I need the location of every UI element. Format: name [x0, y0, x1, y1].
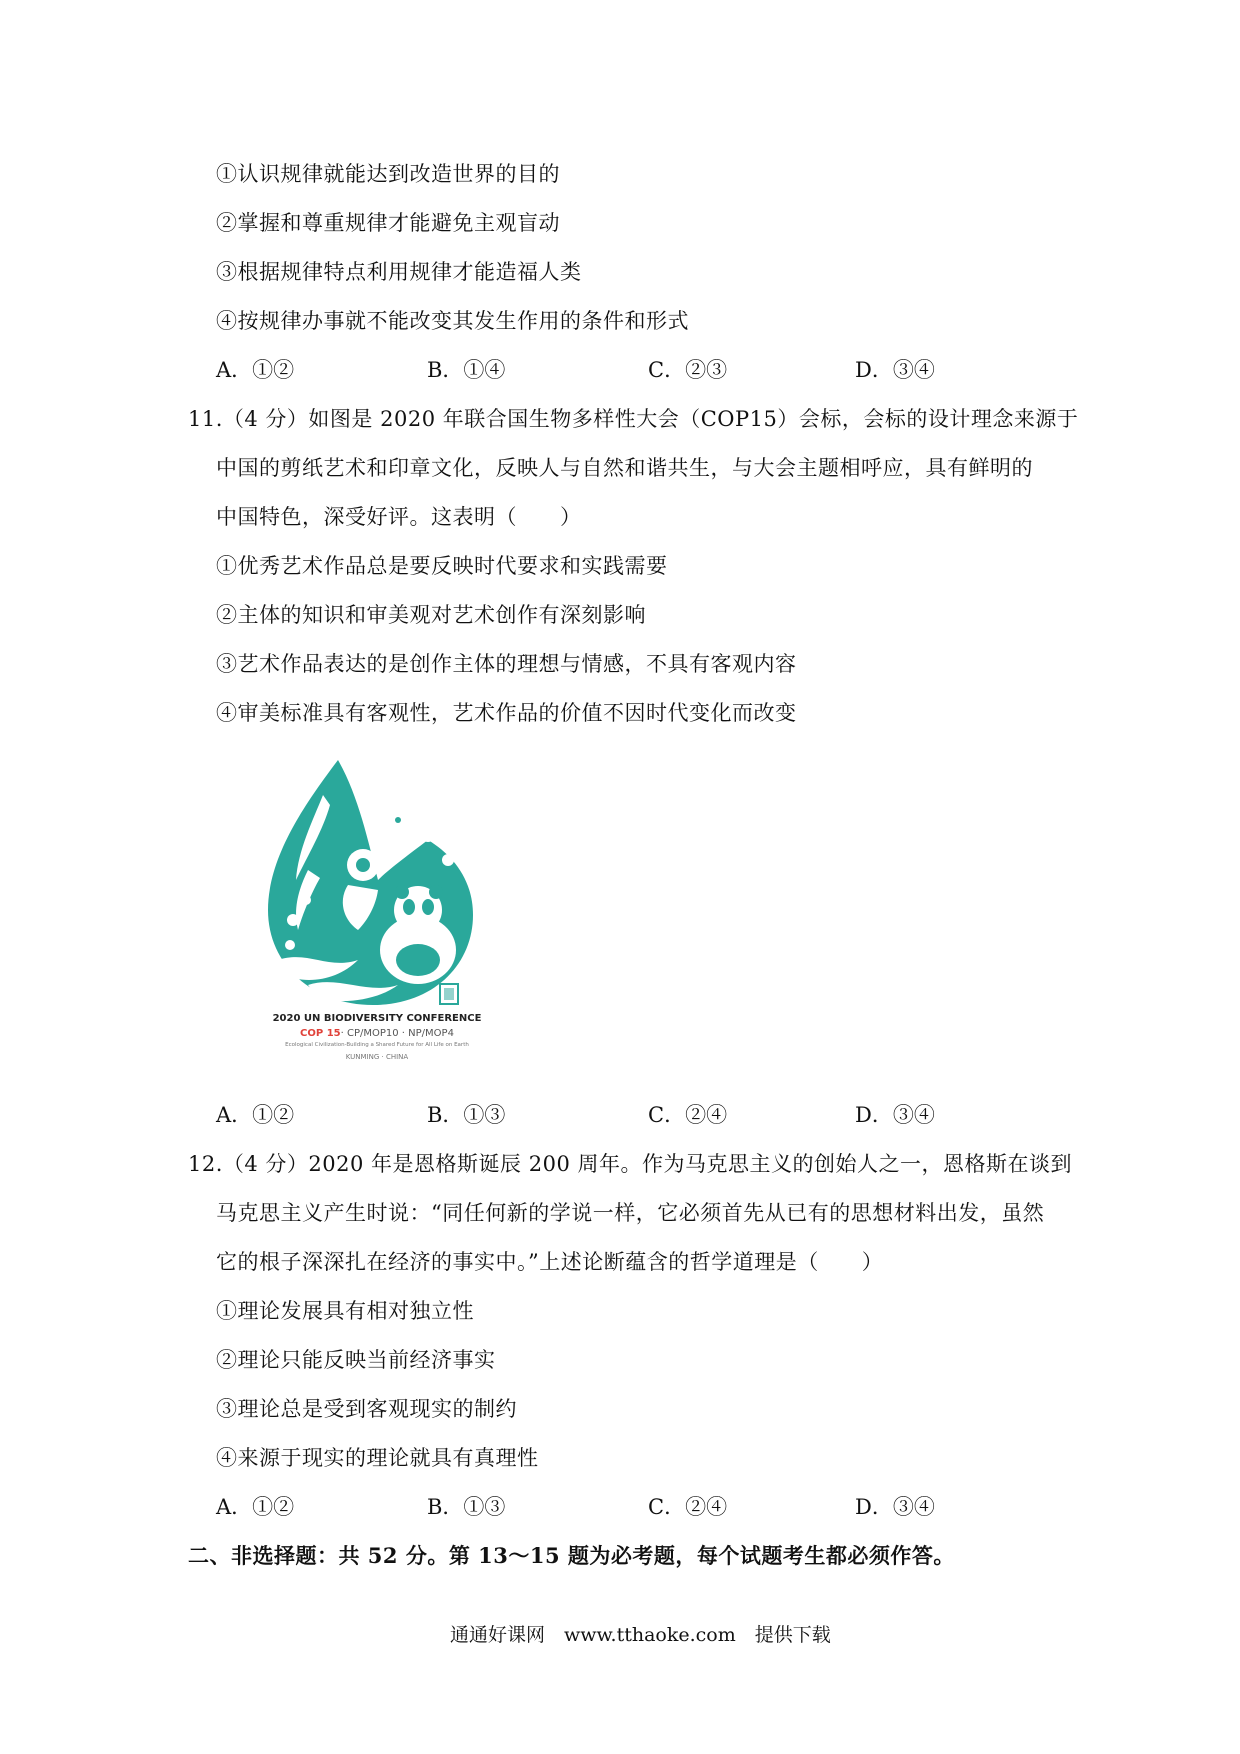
logo-subtitle: · CP/MOP10 · NP/MOP4: [340, 1028, 454, 1039]
q12-item-1: ①理论发展具有相对独立性: [216, 1299, 474, 1323]
q11-option-d: D．③④: [855, 1103, 935, 1127]
page-footer: 通通好课网 www.tthaoke.com 提供下载: [450, 1624, 831, 1646]
q11-option-c: C．②④: [648, 1103, 728, 1127]
q11-item-1: ①优秀艺术作品总是要反映时代要求和实践需要: [216, 554, 668, 578]
q11-option-a: A．①②: [216, 1103, 295, 1127]
q10-item-2: ②掌握和尊重规律才能避免主观盲动: [216, 211, 560, 235]
cop15-emblem-icon: [268, 760, 478, 1010]
q11-item-3: ③艺术作品表达的是创作主体的理想与情感，不具有客观内容: [216, 652, 797, 676]
q12-stem-line-2: 马克思主义产生时说：“同任何新的学说一样，它必须首先从已有的思想材料出发，虽然: [216, 1201, 1045, 1225]
q10-item-4: ④按规律办事就不能改变其发生作用的条件和形式: [216, 309, 689, 333]
q12-option-b: B．①③: [427, 1495, 506, 1519]
q10-option-a: A．①②: [216, 358, 295, 382]
logo-location: KUNMING · CHINA: [345, 1053, 409, 1061]
section-heading: 二、非选择题：共 52 分。第 13～15 题为必考题，每个试题考生都必须作答。: [188, 1543, 955, 1568]
q12-item-2: ②理论只能反映当前经济事实: [216, 1348, 496, 1372]
logo-title: 2020 UN BIODIVERSITY CONFERENCE: [272, 1013, 482, 1024]
q12-stem-line-1: 12.（4 分）2020 年是恩格斯诞辰 200 周年。作为马克思主义的创始人之一，恩格斯在谈到: [188, 1152, 1072, 1176]
logo-cop-line: [262, 1028, 492, 1039]
q10-option-d: D．③④: [855, 358, 935, 382]
q12-option-a: A．①②: [216, 1495, 295, 1519]
q11-item-2: ②主体的知识和审美观对艺术创作有深刻影响: [216, 603, 646, 627]
q12-item-3: ③理论总是受到客观现实的制约: [216, 1397, 517, 1421]
q11-stem-line-3: 中国特色，深受好评。这表明（ ）: [216, 505, 582, 529]
q11-stem-line-2: 中国的剪纸艺术和印章文化，反映人与自然和谐共生，与大会主题相呼应，具有鲜明的: [216, 456, 1033, 480]
q12-stem-line-3: 它的根子深深扎在经济的事实中。”上述论断蕴含的哲学道理是（ ）: [216, 1250, 884, 1274]
q10-item-1: ①认识规律就能达到改造世界的目的: [216, 162, 560, 186]
q11-option-b: B．①③: [427, 1103, 506, 1127]
q12-option-c: C．②④: [648, 1495, 728, 1519]
logo-tagline: Ecological Civilization-Building a Shared Future for All Life on Earth: [285, 1042, 469, 1048]
q10-option-b: B．①④: [427, 358, 506, 382]
q12-item-4: ④来源于现实的理论就具有真理性: [216, 1446, 539, 1470]
logo-cop: COP 15: [300, 1028, 341, 1039]
q11-item-4: ④审美标准具有客观性，艺术作品的价值不因时代变化而改变: [216, 701, 797, 725]
q10-item-3: ③根据规律特点利用规律才能造福人类: [216, 260, 582, 284]
q10-option-c: C．②③: [648, 358, 728, 382]
q12-option-d: D．③④: [855, 1495, 935, 1519]
q11-stem-line-1: 11.（4 分）如图是 2020 年联合国生物多样性大会（COP15）会标，会标的设计理念来源于: [188, 407, 1079, 431]
